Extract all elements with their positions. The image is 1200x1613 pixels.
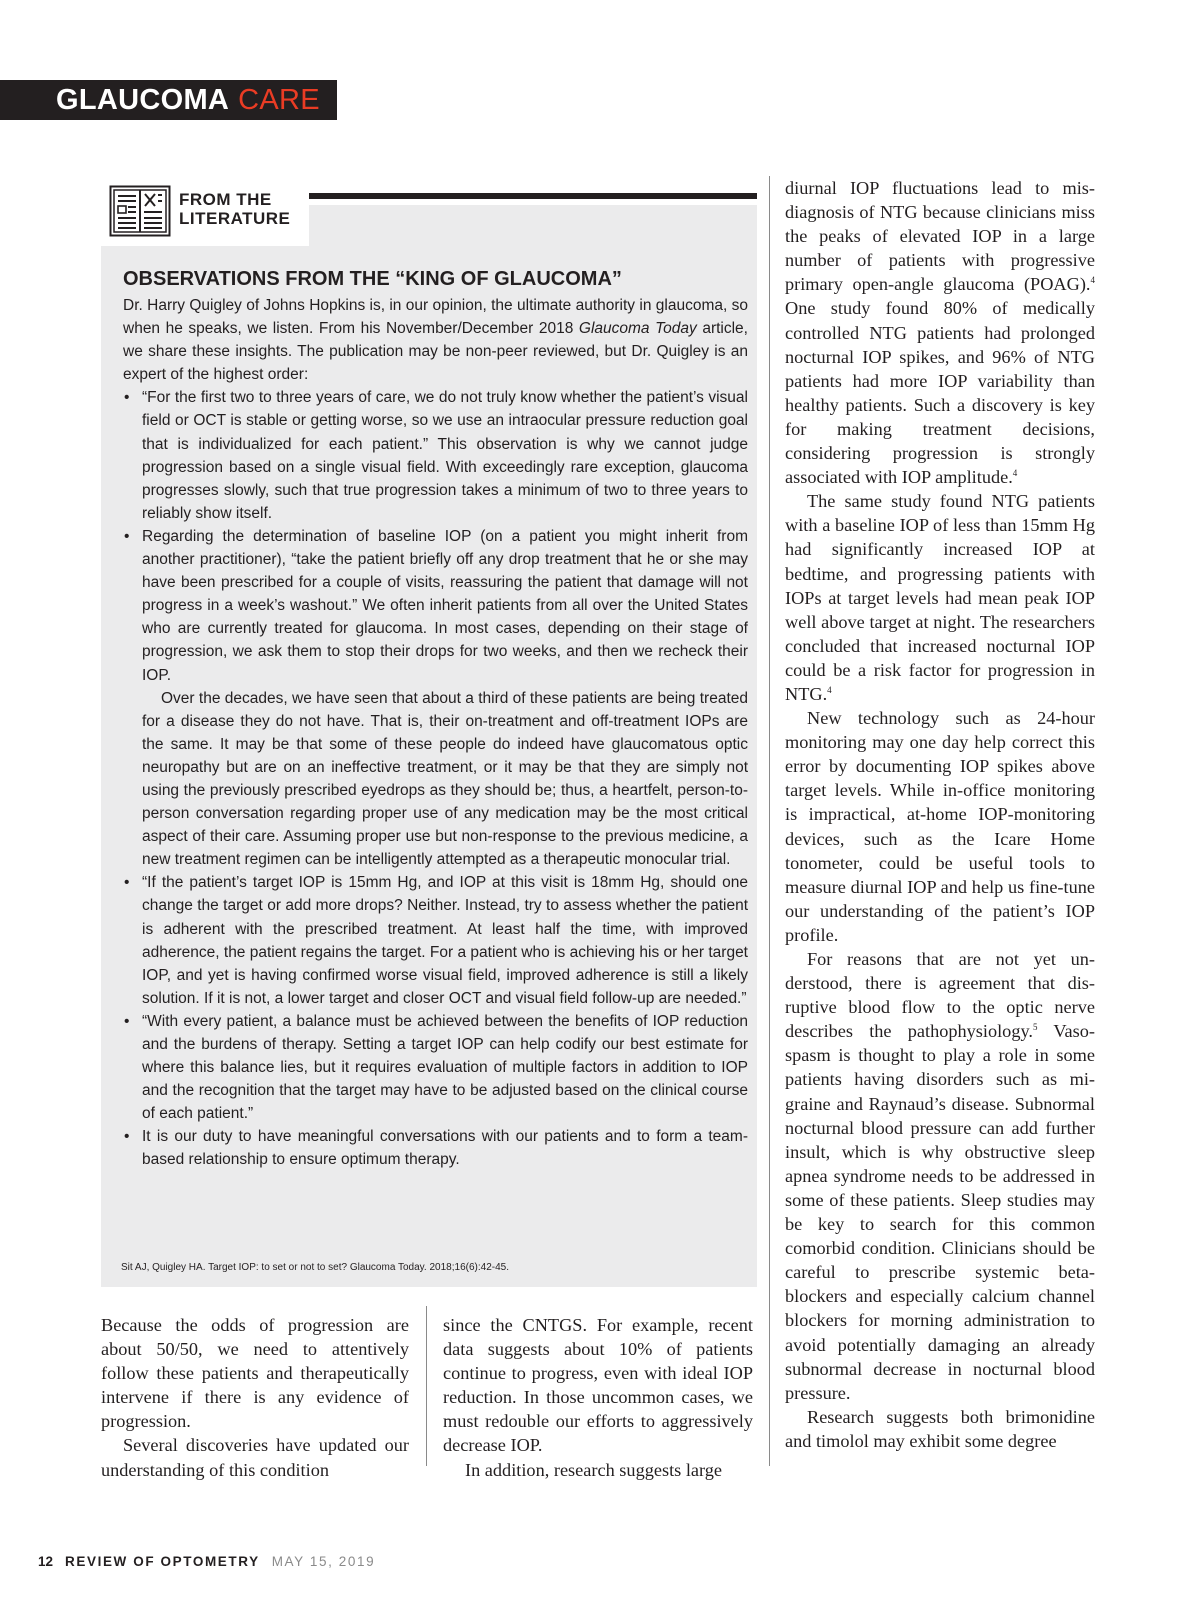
box-bullet-list bbox=[123, 386, 748, 1171]
literature-label-line2: LITERATURE bbox=[179, 209, 291, 228]
col3-p1-a: diurnal IOP fluctuations lead to misdiagnosis of NTG because clinicians miss the peaks of elevated IOP in a large number of patients with progressive primary open-angle glaucoma (POAG). bbox=[785, 178, 1095, 295]
body-column-3 bbox=[785, 176, 1095, 1453]
col3-p2-text: The same study found NTG patients with a baseline IOP of less than 15mm Hg had significantly increased IOP at bedtime, and progressing patients with IOPs at target levels had mean peak IOP well above target at night. The researchers concluded that increased nocturnal IOP could be a risk factor for progression in NTG. bbox=[785, 491, 1095, 704]
box-intro bbox=[123, 294, 748, 386]
box-bullet-5: • It is our duty to have meaningful conversations with our patients and to form a team-based relationship to ensure optimum therapy. bbox=[123, 1125, 748, 1171]
literature-rule bbox=[309, 193, 757, 199]
col3-p4-a: For reasons that are not yet understood, there is agreement that disruptive blood flow to the optic nerve describes the pathophysiology. bbox=[785, 949, 1095, 1042]
box-intro-b: article, we share these insights. The publication may be non-peer reviewed, but Dr. Quigley is an expert of the highest order: bbox=[123, 320, 748, 384]
col3-p4-b: Vasospasm is thought to play a role in some patients having disorders such as migraine and Raynaud’s disease. Subnormal nocturnal blood pressure can add further insult, which is why obstructive sleep apnea syndrome needs to be addressed in some of these patients. Sleep studies may be key to search for this common comorbid condition. Clinicians should be careful to prescribe systemic beta-blockers and especially calcium channel blockers for morning administration to avoid potentially damaging an already subnormal decrease in nocturnal blood pressure. bbox=[785, 1021, 1095, 1403]
col2-paragraph-1: since the CNTGS. For example, recent data suggests about 10% of patients continue to progress, even with ideal IOP reduction. In those uncommon cases, we must redouble our efforts to aggressively decrease IOP. bbox=[443, 1315, 753, 1456]
box-bullet-2 bbox=[123, 525, 748, 871]
box-body bbox=[123, 294, 748, 1172]
box-title: OBSERVATIONS FROM THE “KING OF GLAUCOMA” bbox=[123, 268, 622, 290]
col3-paragraph-4 bbox=[785, 947, 1095, 1405]
page-footer bbox=[38, 1554, 375, 1569]
col3-paragraph-2 bbox=[785, 489, 1095, 706]
col3-paragraph-1 bbox=[785, 176, 1095, 489]
reference-4-b: 4 bbox=[1012, 468, 1018, 479]
literature-label-line1: FROM THE bbox=[179, 190, 272, 209]
box-intro-a: Dr. Harry Quigley of Johns Hopkins is, in our opinion, the ultimate authority in glaucoma, so when he speaks, we listen. From his November/December 2018 bbox=[123, 297, 748, 338]
column-divider-1 bbox=[426, 1306, 427, 1466]
col3-paragraph-3: New technology such as 24-hour monitoring may one day help correct this error by documenting IOP spikes above target levels. While in-office monitoring is impractical, at-home IOP-monitoring devices, such as the Icare Home tonometer, could be useful tools to measure diurnal IOP and help us fine-tune our understanding of the patient’s IOP profile. bbox=[785, 708, 1095, 945]
col1-paragraph-1: Because the odds of progression are about 50/50, we need to attentively follow these patients and therapeutically intervene if there is any evidence of progression. bbox=[101, 1315, 409, 1432]
section-header bbox=[0, 80, 337, 120]
box-bullet-2-continuation: Over the decades, we have seen that about a third of these patients are being treated for a disease they do not have. That is, their on-treatment and off-treatment IOPs are the same. It may be that some of these people do indeed have glaucomatous optic neuropathy but are on an ineffective treatment, or it may be that they are simply not using the previously prescribed eyedrops as they should be; thus, a heartfelt, person-to-person conversation regarding proper use of any medication may be the most critical aspect of their care. Assuming proper use but non-response to the previous medicine, a new treatment regimen can be intelligently attempted as a therapeutic monocular trial. bbox=[142, 689, 748, 869]
reference-4-a: 4 bbox=[1090, 275, 1095, 286]
col1-paragraph-2: Several discoveries have updated our understanding of this condition bbox=[101, 1435, 409, 1480]
body-column-1 bbox=[101, 1313, 409, 1482]
body-column-2 bbox=[443, 1313, 753, 1482]
box-citation: Sit AJ, Quigley HA. Target IOP: to set or not to set? Glaucoma Today. 2018;16(6):42-45. bbox=[121, 1262, 509, 1273]
magazine-name: REVIEW OF OPTOMETRY bbox=[65, 1554, 260, 1569]
box-bullet-3: • “If the patient’s target IOP is 15mm Hg, and IOP at this visit is 18mm Hg, should one change the target or add more drops? Neither. Instead, try to assess whether the patient is adherent with the prescribed treatment. At least half the time, with improved adherence, the patient regains the target. For a patient who is achieving his or her target IOP, and yet is having confirmed worse visual field, improved adherence is still a likely solution. If it is not, a lower target and closer OCT and visual field follow-up are needed.” bbox=[123, 871, 748, 1010]
literature-label bbox=[179, 190, 290, 228]
open-book-icon bbox=[109, 185, 171, 237]
col3-p1-b: One study found 80% of medically controlled NTG patients had prolonged nocturnal IOP spikes, and 96% of NTG patients had more IOP variability than healthy patients. Such a discovery is key for making treatment decisions, considering progression is strongly associated with IOP amplitude. bbox=[785, 298, 1095, 488]
reference-4-c: 4 bbox=[827, 684, 832, 695]
box-bullet-1: • “For the first two to three years of care, we do not truly know whether the patient’s visual field or OCT is stable or getting worse, so we use an intraocular pressure reduction goal that is individualized for each patient.” This observation is why we cannot judge progression based on a single visual field. With exceedingly rare exception, glaucoma progresses slowly, such that true progression takes a minimum of two to three years to reliably show itself. bbox=[123, 386, 748, 525]
section-title-bold: GLAUCOMA bbox=[56, 84, 230, 116]
box-bullet-4: • “With every patient, a balance must be achieved between the benefits of IOP reduction and the burdens of therapy. Setting a target IOP can help codify our best estimate for where this balance lies, but it requires evaluation of multiple factors in addition to IOP and the recognition that the target may have to be adjusted based on the clinical course of each patient.” bbox=[123, 1010, 748, 1125]
col2-paragraph-2: In addition, research suggests large bbox=[465, 1459, 723, 1480]
column-divider-2 bbox=[769, 176, 770, 1466]
box-bullet-2-text: • Regarding the determination of baseline IOP (on a patient you might inherit from another practitioner), “take the patient briefly off any drop treatment that he or she may have been prescribed for a couple of visits, reassuring the patient that damage will not progress in a week’s washout.” We often inherit patients from all over the United States who are currently treated for glaucoma. In most cases, depending on their stage of progression, we ask them to stop their drops for two weeks, and then we recheck their IOP. bbox=[142, 527, 748, 684]
issue-date: MAY 15, 2019 bbox=[271, 1554, 376, 1569]
box-intro-italic: Glaucoma Today bbox=[578, 320, 697, 338]
reference-5: 5 bbox=[1033, 1022, 1038, 1033]
page-number: 12 bbox=[38, 1554, 54, 1569]
section-title-light: CARE bbox=[238, 84, 320, 116]
col3-paragraph-5: Research suggests both brimonidine and timolol may exhibit some degree bbox=[785, 1406, 1095, 1451]
